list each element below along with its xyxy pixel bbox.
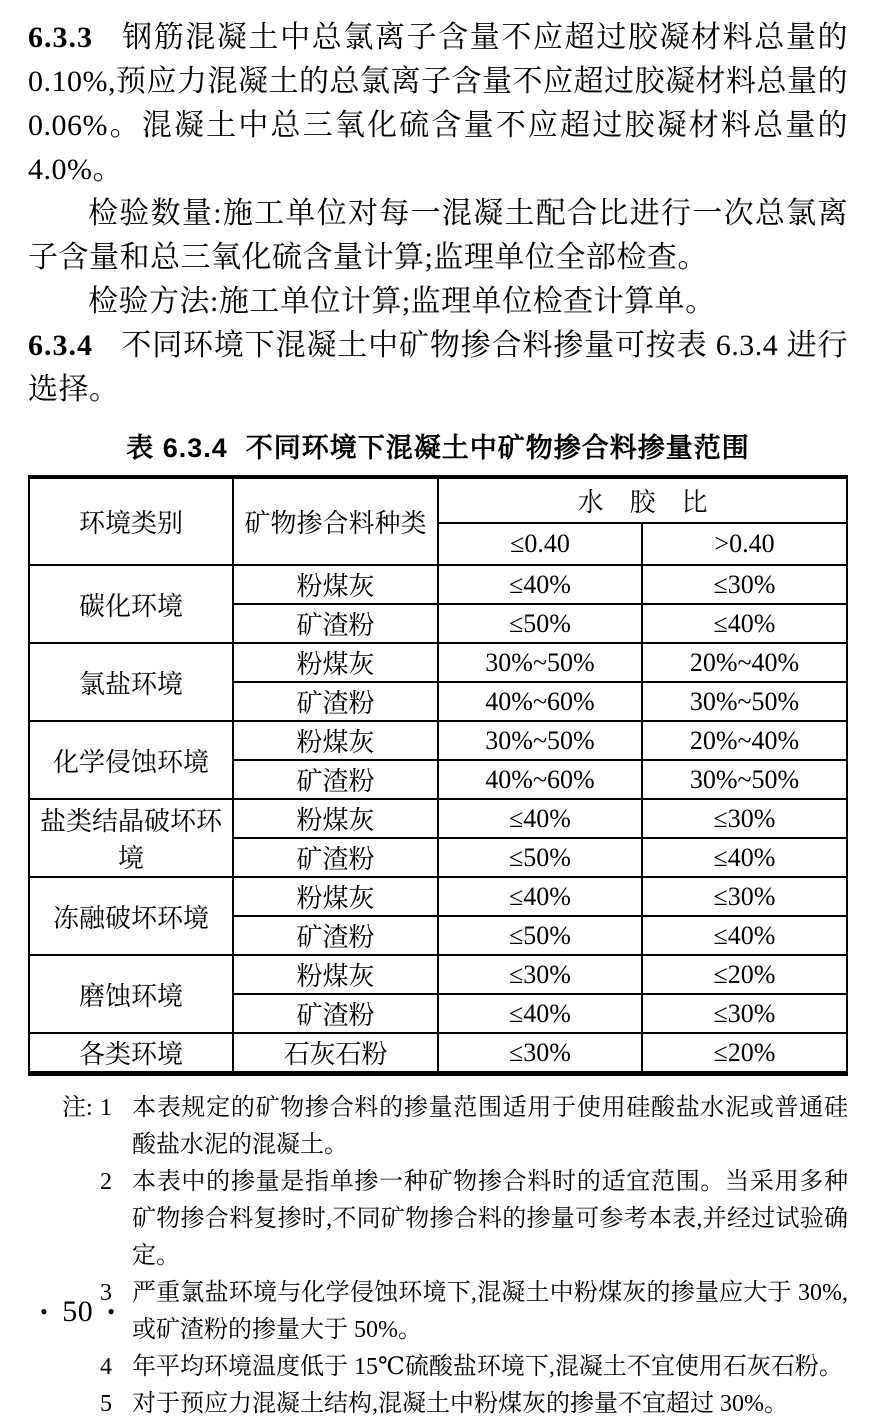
- admixture-cell: 矿渣粉: [233, 760, 438, 799]
- admixture-cell: 粉煤灰: [233, 877, 438, 916]
- table-title: [28, 426, 848, 465]
- admixture-cell: 矿渣粉: [233, 916, 438, 955]
- note-number: 4: [100, 1354, 112, 1380]
- clause-text: 钢筋混凝土中总氯离子含量不应超过胶凝材料总量的0.10%,预应力混凝土的总氯离子含量不应超过胶凝材料总量的0.06%。混凝土中总三氧化硫含量不应超过胶凝材料总量的 4.0%。: [28, 21, 848, 186]
- table-row: [29, 643, 847, 682]
- footer-page-number: 50: [62, 1295, 94, 1328]
- value-cell: 40%~60%: [438, 760, 642, 799]
- note-item: [62, 1275, 848, 1349]
- value-cell: 20%~40%: [642, 643, 847, 682]
- table-title-text: 不同环境下混凝土中矿物掺合料掺量范围: [245, 433, 750, 463]
- clause-number: 6.3.3: [28, 21, 93, 54]
- value-cell: ≤30%: [438, 955, 642, 994]
- value-cell: ≤40%: [642, 838, 847, 877]
- footer-left-dot: •: [40, 1299, 49, 1324]
- clause-text: 不同环境下混凝土中矿物掺合料掺量可按表 6.3.4 进行选择。: [28, 329, 848, 406]
- value-cell: 30%~50%: [642, 760, 847, 799]
- inspection-quantity: 检验数量:施工单位对每一混凝土配合比进行一次总氯离子含量和总三氧化硫含量计算;监理单位全部检查。: [28, 197, 848, 274]
- inspection-method: 检验方法:施工单位计算;监理单位检查计算单。: [88, 285, 716, 318]
- note-item: [62, 1349, 848, 1386]
- env-cell: 盐类结晶破坏环境: [29, 799, 233, 877]
- value-cell: ≤50%: [438, 604, 642, 643]
- admixture-cell: 粉煤灰: [233, 799, 438, 838]
- env-cell: 磨蚀环境: [29, 955, 233, 1033]
- admixture-cell: 粉煤灰: [233, 721, 438, 760]
- admixture-dosage-table: [28, 475, 848, 1076]
- note-number: 3: [100, 1280, 112, 1306]
- value-cell: ≤50%: [438, 916, 642, 955]
- page-number: [40, 1295, 115, 1329]
- note-text: 本表中的掺量是指单掺一种矿物掺合料时的适宜范围。当采用多种矿物掺合料复掺时,不同矿物掺合料的掺量可参考本表,并经过试验确定。: [132, 1169, 848, 1269]
- value-cell: 30%~50%: [438, 721, 642, 760]
- value-cell: ≤40%: [642, 916, 847, 955]
- value-cell: ≤30%: [642, 994, 847, 1033]
- admixture-cell: 矿渣粉: [233, 682, 438, 721]
- admixture-cell: 矿渣粉: [233, 838, 438, 877]
- env-cell: 化学侵蚀环境: [29, 721, 233, 799]
- admixture-cell: 矿渣粉: [233, 604, 438, 643]
- value-cell: ≤30%: [438, 1033, 642, 1074]
- value-cell: 20%~40%: [642, 721, 847, 760]
- value-cell: ≤30%: [642, 565, 847, 604]
- header-wb-gt: >0.40: [642, 523, 847, 565]
- admixture-cell: 石灰石粉: [233, 1033, 438, 1074]
- admixture-cell: 矿渣粉: [233, 994, 438, 1033]
- note-label: 注:: [62, 1095, 93, 1121]
- value-cell: ≤40%: [642, 604, 847, 643]
- value-cell: ≤30%: [642, 877, 847, 916]
- table-row: [29, 799, 847, 838]
- clause-6-3-4: [28, 324, 848, 412]
- note-text: 对于预应力混凝土结构,混凝土中粉煤灰的掺量不宜超过 30%。: [132, 1391, 788, 1417]
- table-header-row: [29, 477, 847, 523]
- admixture-cell: 粉煤灰: [233, 565, 438, 604]
- table-notes: [62, 1090, 848, 1423]
- admixture-cell: 粉煤灰: [233, 643, 438, 682]
- env-cell: 冻融破坏环境: [29, 877, 233, 955]
- value-cell: ≤20%: [642, 955, 847, 994]
- header-env: 环境类别: [29, 477, 233, 565]
- header-admixture: 矿物掺合料种类: [233, 477, 438, 565]
- footer-right-dot: •: [107, 1299, 116, 1324]
- value-cell: 30%~50%: [642, 682, 847, 721]
- table-row: [29, 955, 847, 994]
- value-cell: 40%~60%: [438, 682, 642, 721]
- note-number: 2: [100, 1169, 112, 1195]
- note-item: [62, 1164, 848, 1275]
- clause-number: 6.3.4: [28, 329, 93, 362]
- env-cell: 碳化环境: [29, 565, 233, 643]
- clause-6-3-3: [28, 16, 848, 192]
- table-row: [29, 565, 847, 604]
- value-cell: 30%~50%: [438, 643, 642, 682]
- note-item: [62, 1386, 848, 1423]
- value-cell: ≤40%: [438, 799, 642, 838]
- note-item: [62, 1090, 848, 1164]
- table-row: [29, 1033, 847, 1074]
- value-cell: ≤50%: [438, 838, 642, 877]
- note-text: 年平均环境温度低于 15℃硫酸盐环境下,混凝土不宜使用石灰石粉。: [132, 1354, 843, 1380]
- env-cell: 氯盐环境: [29, 643, 233, 721]
- table-row: [29, 877, 847, 916]
- value-cell: ≤40%: [438, 565, 642, 604]
- note-text: 严重氯盐环境与化学侵蚀环境下,混凝土中粉煤灰的掺量应大于 30%,或矿渣粉的掺量大于 50%。: [132, 1280, 848, 1343]
- admixture-cell: 粉煤灰: [233, 955, 438, 994]
- note-number: 1: [100, 1095, 112, 1121]
- note-number: 5: [100, 1391, 112, 1417]
- value-cell: ≤30%: [642, 799, 847, 838]
- header-water-binder-ratio: 水 胶 比: [438, 477, 847, 523]
- value-cell: ≤40%: [438, 994, 642, 1033]
- table-row: [29, 721, 847, 760]
- header-wb-le: ≤0.40: [438, 523, 642, 565]
- env-cell: 各类环境: [29, 1033, 233, 1074]
- value-cell: ≤20%: [642, 1033, 847, 1074]
- note-text: 本表规定的矿物掺合料的掺量范围适用于使用硅酸盐水泥或普通硅酸盐水泥的混凝土。: [132, 1095, 848, 1158]
- value-cell: ≤40%: [438, 877, 642, 916]
- table-title-number: 表 6.3.4: [126, 433, 228, 463]
